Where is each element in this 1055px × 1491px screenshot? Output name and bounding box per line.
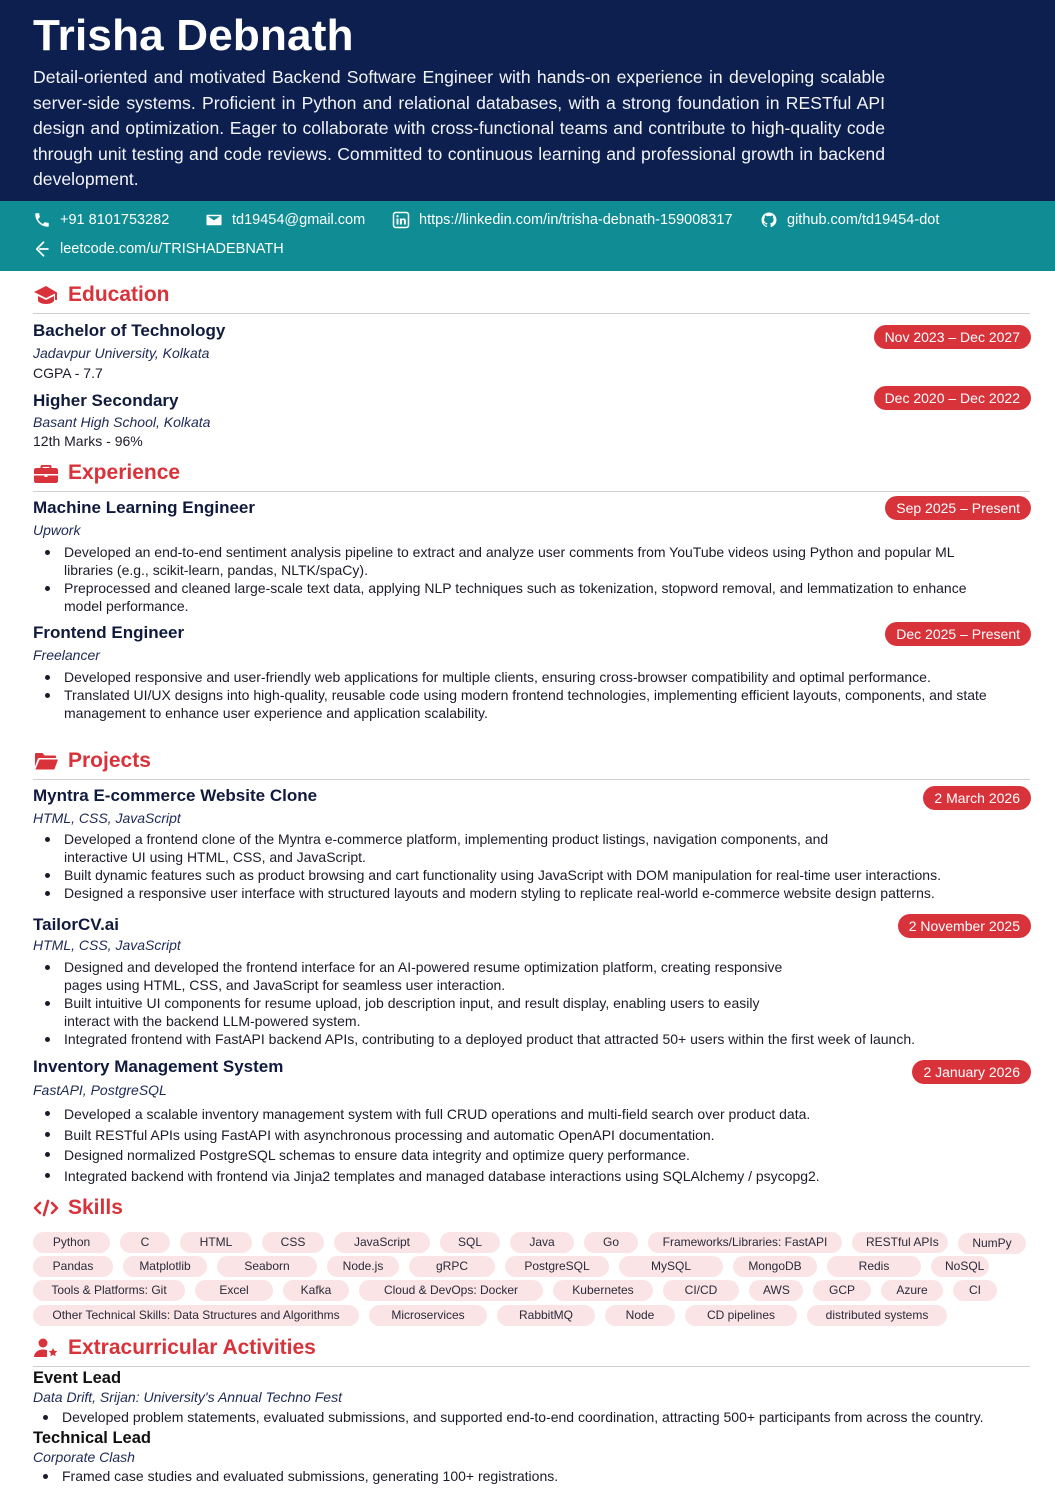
briefcase-icon xyxy=(33,462,59,484)
skill-chip: JavaScript xyxy=(334,1232,430,1253)
date-badge: 2 January 2026 xyxy=(912,1060,1031,1084)
linkedin-icon xyxy=(392,211,410,229)
github-text: github.com/td19454-dot xyxy=(787,212,940,228)
project-name: TailorCV.ai xyxy=(33,915,119,934)
education-detail: 12th Marks - 96% xyxy=(33,433,143,449)
skill-chip: Java xyxy=(510,1232,574,1253)
skill-chip: Pandas xyxy=(33,1256,113,1277)
projects-heading xyxy=(33,749,1030,780)
linkedin-text: https://linkedin.com/in/trisha-debnath-159008317 xyxy=(419,212,733,228)
project-name: Inventory Management System xyxy=(33,1057,284,1076)
date-badge: Dec 2020 – Dec 2022 xyxy=(874,386,1031,410)
list-item: Preprocessed and cleaned large-scale text data, applying NLP techniques such as tokenization, stopword removal, and lemmatization to enhance model performance. xyxy=(44,579,1004,615)
skill-chip: RabbitMQ xyxy=(497,1305,595,1326)
skill-chip: SQL xyxy=(440,1232,500,1253)
education-title: Education xyxy=(68,283,170,306)
list-item: Developed problem statements, evaluated submissions, and supported end-to-end coordination, attracting 500+ participants from across the country. xyxy=(42,1408,1002,1426)
leetcode-text: leetcode.com/u/TRISHADEBNATH xyxy=(60,241,284,257)
user-star-icon xyxy=(33,1337,59,1359)
list-item: Developed an end-to-end sentiment analysis pipeline to extract and analyze user comments from YouTube videos using Python and popular ML libraries (e.g., scikit-learn, pandas, NLTK/spaCy). xyxy=(44,543,1004,579)
contact-email[interactable] xyxy=(205,211,365,229)
skill-chip: Node.js xyxy=(327,1256,399,1277)
skill-chip: CD pipelines xyxy=(685,1305,797,1326)
contact-phone[interactable] xyxy=(33,211,169,229)
list-item: Built RESTful APIs using FastAPI with asynchronous processing and automatic OpenAPI documentation. xyxy=(44,1125,1004,1146)
education-school: Basant High School, Kolkata xyxy=(33,414,211,430)
contact-leetcode[interactable] xyxy=(33,240,284,258)
skill-chip: Matplotlib xyxy=(123,1256,207,1277)
skill-chip: Cloud & DevOps: Docker xyxy=(359,1280,543,1301)
skill-chip: C xyxy=(120,1232,170,1253)
code-icon xyxy=(33,1197,59,1219)
email-icon xyxy=(205,211,223,229)
skill-chip: Azure xyxy=(881,1280,943,1301)
activity-bullets xyxy=(42,1408,1002,1426)
skill-chip: MongoDB xyxy=(733,1256,817,1277)
skill-chip: CI/CD xyxy=(663,1280,739,1301)
leetcode-icon xyxy=(33,240,51,258)
experience-role: Machine Learning Engineer xyxy=(33,498,255,517)
project-bullets xyxy=(44,958,1004,1048)
resume-header xyxy=(0,0,1055,201)
skill-chip: PostgreSQL xyxy=(505,1256,609,1277)
skill-chip: Python xyxy=(33,1232,110,1253)
email-text: td19454@gmail.com xyxy=(232,212,366,228)
date-badge: Dec 2025 – Present xyxy=(885,622,1031,646)
education-degree: Higher Secondary xyxy=(33,391,179,410)
skill-chip: MySQL xyxy=(619,1256,723,1277)
skill-chip: AWS xyxy=(749,1280,803,1301)
skill-chip: CI xyxy=(953,1280,997,1301)
skill-chip: Go xyxy=(584,1232,638,1253)
list-item: Designed and developed the frontend interface for an AI-powered resume optimization platform, creating responsive pages using HTML, CSS, and JavaScript for seamless user interaction. xyxy=(44,958,1004,994)
skill-chip: Node xyxy=(605,1305,675,1326)
date-badge: 2 November 2025 xyxy=(898,914,1031,938)
skill-chip: Other Technical Skills: Data Structures and Algorithms xyxy=(33,1305,359,1326)
skill-chip: Tools & Platforms: Git xyxy=(33,1280,185,1301)
experience-bullets xyxy=(44,543,1004,615)
skill-chip: Excel xyxy=(195,1280,273,1301)
extracurricular-heading xyxy=(33,1336,1030,1367)
date-badge: Sep 2025 – Present xyxy=(885,496,1031,520)
list-item: Designed normalized PostgreSQL schemas to ensure data integrity and optimize query performance. xyxy=(44,1145,1004,1166)
activity-role: Event Lead xyxy=(33,1369,122,1387)
education-heading xyxy=(33,283,1030,314)
list-item: Integrated frontend with FastAPI backend APIs, contributing to a deployed product that attracted 50+ users within the first week of launch. xyxy=(44,1030,1004,1048)
skill-chip: GCP xyxy=(813,1280,871,1301)
skill-chip: CSS xyxy=(262,1232,324,1253)
contact-bar xyxy=(0,201,1055,271)
activity-role: Technical Lead xyxy=(33,1429,151,1447)
education-detail: CGPA - 7.7 xyxy=(33,365,103,381)
phone-text: +91 8101753282 xyxy=(60,212,170,228)
contact-github[interactable] xyxy=(760,211,939,229)
skill-chip: distributed systems xyxy=(807,1305,947,1326)
professional-summary: Detail-oriented and motivated Backend Software Engineer with hands-on experience in developing scalable server-side systems. Proficient in Python and relational databases, with a strong foundation in RESTful API design and optimization. Eager to collaborate with cross-functional teams and contribute to high-quality code through unit testing and code reviews. Committed to continuous learning and professional growth in backend development. xyxy=(33,67,885,189)
skill-chip: Frameworks/Libraries: FastAPI xyxy=(648,1232,842,1253)
project-tech: FastAPI, PostgreSQL xyxy=(33,1082,167,1098)
project-tech: HTML, CSS, JavaScript xyxy=(33,810,181,826)
skills-heading xyxy=(33,1196,1030,1226)
date-badge: 2 March 2026 xyxy=(923,786,1031,810)
skill-chip: NoSQL xyxy=(931,1256,989,1277)
project-bullets xyxy=(44,830,1004,902)
skill-chip: RESTful APIs xyxy=(852,1232,948,1253)
list-item: Translated UI/UX designs into high-quality, reusable code using modern frontend technologies, implementing efficient layouts, components, and state management to enhance user experience and application scalability. xyxy=(44,686,1004,722)
skill-chip: Microservices xyxy=(369,1305,487,1326)
project-bullets xyxy=(44,1104,1004,1186)
education-degree: Bachelor of Technology xyxy=(33,321,226,340)
date-badge: Nov 2023 – Dec 2027 xyxy=(874,325,1031,349)
github-icon xyxy=(760,211,778,229)
skill-chip: Redis xyxy=(827,1256,921,1277)
list-item: Designed a responsive user interface with structured layouts and modern styling to replicate real-world e-commerce website design patterns. xyxy=(44,884,1004,902)
skill-chip: NumPy xyxy=(958,1233,1026,1254)
experience-title: Experience xyxy=(68,461,181,484)
experience-org: Upwork xyxy=(33,522,81,538)
experience-role: Frontend Engineer xyxy=(33,623,185,642)
skill-chip: Kubernetes xyxy=(553,1280,653,1301)
candidate-name: Trisha Debnath xyxy=(33,11,354,60)
experience-bullets xyxy=(44,668,1004,722)
contact-linkedin[interactable] xyxy=(392,211,733,229)
project-tech: HTML, CSS, JavaScript xyxy=(33,937,181,953)
extracurricular-title: Extracurricular Activities xyxy=(68,1336,316,1359)
activity-event: Data Drift, Srijan: University's Annual Techno Fest xyxy=(33,1389,342,1405)
skill-chip: gRPC xyxy=(409,1256,495,1277)
skill-chip: Seaborn xyxy=(217,1256,317,1277)
skills-title: Skills xyxy=(68,1196,123,1219)
experience-heading xyxy=(33,461,1030,492)
skill-chip: Kafka xyxy=(283,1280,349,1301)
activity-event: Corporate Clash xyxy=(33,1449,135,1465)
phone-icon xyxy=(33,211,51,229)
list-item: Developed a frontend clone of the Myntra e-commerce platform, implementing product listings, navigation components, and interactive UI using HTML, CSS, and JavaScript. xyxy=(44,830,1004,866)
list-item: Built dynamic features such as product browsing and cart functionality using JavaScript with DOM manipulation for real-time user interactions. xyxy=(44,866,1004,884)
experience-org: Freelancer xyxy=(33,647,100,663)
list-item: Framed case studies and evaluated submissions, generating 100+ registrations. xyxy=(42,1467,1002,1485)
activity-bullets xyxy=(42,1467,1002,1485)
project-name: Myntra E-commerce Website Clone xyxy=(33,786,318,805)
list-item: Developed responsive and user-friendly web applications for multiple clients, ensuring cross-browser compatibility and optimal performance. xyxy=(44,668,1004,686)
graduation-cap-icon xyxy=(33,284,59,306)
list-item: Built intuitive UI components for resume upload, job description input, and result display, enabling users to easily interact with the backend LLM-powered system. xyxy=(44,994,1004,1030)
list-item: Integrated backend with frontend via Jinja2 templates and managed database interactions using SQLAlchemy / psycopg2. xyxy=(44,1166,1004,1187)
projects-title: Projects xyxy=(68,749,151,772)
skill-chip: HTML xyxy=(180,1232,252,1253)
education-school: Jadavpur University, Kolkata xyxy=(33,345,210,361)
folder-icon xyxy=(33,750,59,772)
list-item: Developed a scalable inventory management system with full CRUD operations and multi-field search over product data. xyxy=(44,1104,1004,1125)
